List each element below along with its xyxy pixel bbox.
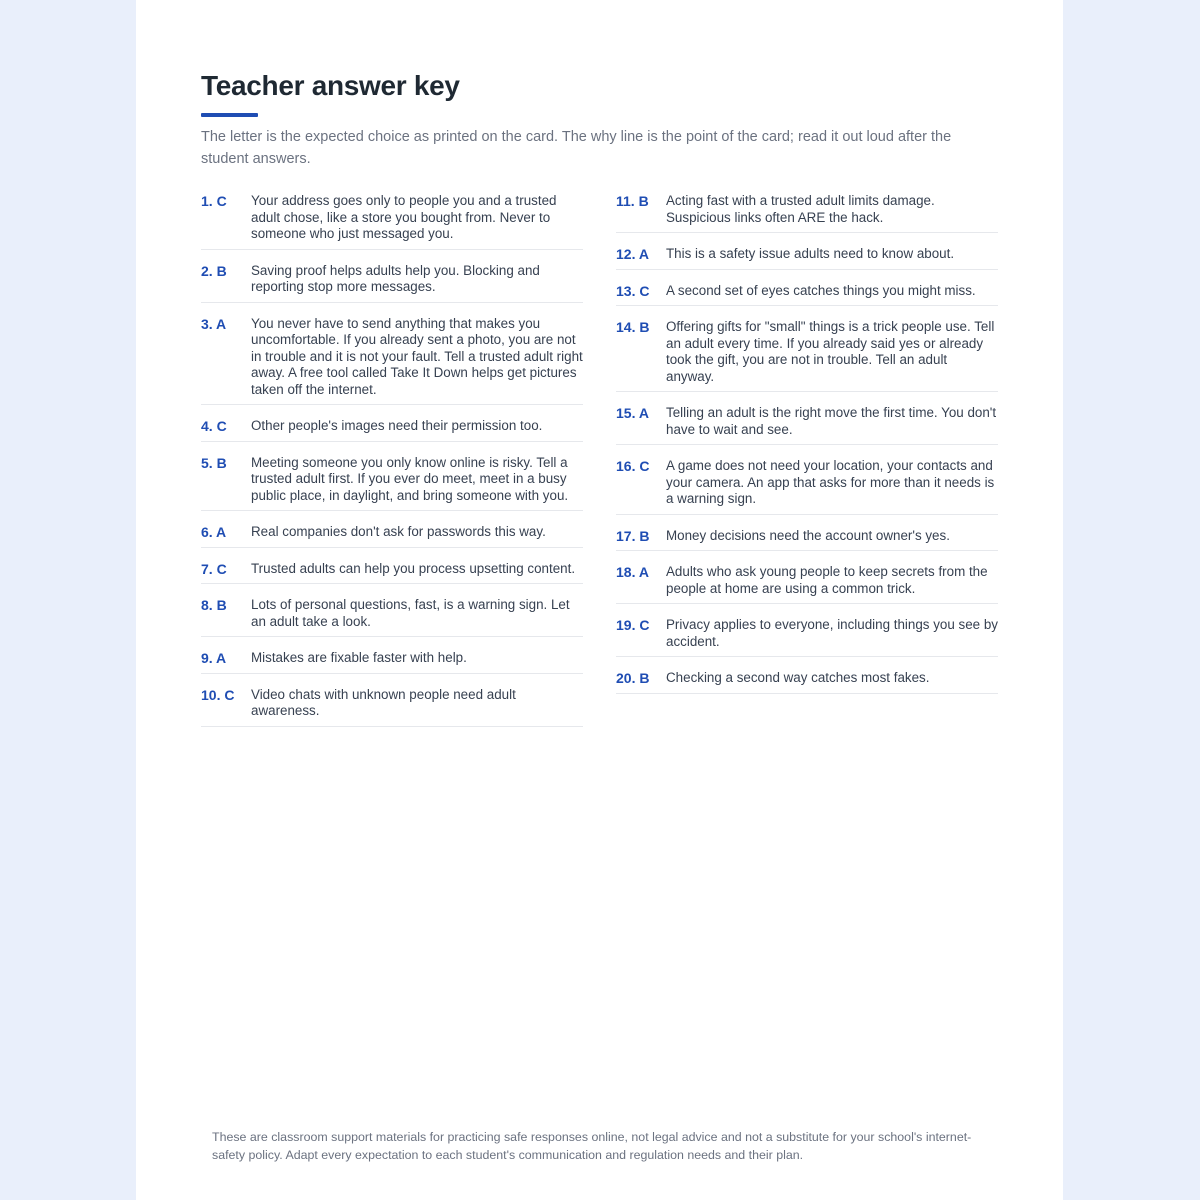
answer-number: 2. B <box>201 262 227 279</box>
answer-why: This is a safety issue adults need to know about. <box>666 246 955 261</box>
intro-text: The letter is the expected choice as printed on the card. The why line is the point of the card; read it out loud after the student answers. <box>201 129 952 167</box>
answer-why: Mistakes are fixable faster with help. <box>251 650 467 665</box>
answers-column-left <box>201 189 583 736</box>
answer-number: 11. B <box>616 193 649 209</box>
answer-why: Checking a second way catches most fakes. <box>666 670 930 685</box>
answer-why: Meeting someone you only know online is risky. Tell a trusted adult first. If you ever do meet, meet in a busy public place, in daylight, and bring someone with you. <box>251 454 569 503</box>
answer-number: 5. B <box>201 454 227 471</box>
answer-item <box>201 593 583 637</box>
answer-item <box>616 560 998 604</box>
answer-item <box>201 312 583 406</box>
answer-why: Money decisions need the account owner's yes. <box>666 527 950 543</box>
answer-item <box>201 646 583 674</box>
answer-item <box>616 613 998 657</box>
answer-item <box>201 189 583 250</box>
answer-item <box>201 520 583 548</box>
answer-key-page <box>136 0 1063 1200</box>
answer-number: 19. C <box>616 617 650 633</box>
answer-why: Real companies don't ask for passwords this way. <box>251 524 546 539</box>
answer-why: A second set of eyes catches things you might miss. <box>666 282 976 298</box>
answer-number: 13. C <box>616 282 650 299</box>
answer-item <box>616 189 998 233</box>
answers-column-right <box>616 189 998 703</box>
answer-why: Lots of personal questions, fast, is a warning sign. Let an adult take a look. <box>251 597 570 629</box>
answer-why: Offering gifts for "small" things is a trick people use. Tell an adult every time. If you already said yes or already took the gift, you are not in trouble. Tell an adult anyway. <box>666 319 995 384</box>
answer-item <box>201 683 583 727</box>
answer-item <box>616 524 998 552</box>
answer-number: 9. A <box>201 650 227 666</box>
answer-why: A game does not need your location, your contacts and your camera. An app that asks for more than it needs is a warning sign. <box>666 458 995 506</box>
answer-number: 7. C <box>201 560 227 577</box>
answer-why: Acting fast with a trusted adult limits damage. Suspicious links often ARE the hack. <box>666 193 935 225</box>
answer-item <box>616 279 998 307</box>
answer-number: 15. A <box>616 405 649 421</box>
answer-item <box>616 242 998 270</box>
answer-number: 20. B <box>616 670 650 686</box>
answer-why: Saving proof helps adults help you. Blocking and reporting stop more messages. <box>251 262 540 294</box>
answer-why: Video chats with unknown people need adult awareness. <box>251 686 516 718</box>
title-accent-rule <box>201 113 258 117</box>
answer-item <box>201 414 583 442</box>
answer-number: 14. B <box>616 319 650 335</box>
answer-item <box>616 315 998 392</box>
footer-disclaimer: These are classroom support materials for practicing safe responses online, not legal advice and not a substitute for your school's internet-safety policy. Adapt every expectation to each student's communication and regulation needs and their plan. <box>212 1130 972 1162</box>
answer-number: 16. C <box>616 458 650 474</box>
answer-why: Other people's images need their permission too. <box>251 418 543 433</box>
answer-item <box>201 259 583 303</box>
answer-item <box>616 401 998 445</box>
answer-number: 8. B <box>201 597 227 613</box>
answer-why: Adults who ask young people to keep secrets from the people at home are using a common trick. <box>666 564 988 596</box>
answer-number: 3. A <box>201 315 227 332</box>
answer-number: 10. C <box>201 686 235 703</box>
answer-number: 1. C <box>201 193 227 209</box>
answer-number: 6. A <box>201 524 227 540</box>
answer-number: 18. A <box>616 564 649 580</box>
answer-item <box>201 557 583 585</box>
answer-why: Telling an adult is the right move the first time. You don't have to wait and see. <box>666 405 997 437</box>
answer-item <box>616 666 998 694</box>
answer-why: Your address goes only to people you and a trusted adult chose, like a store you bought from. Never to someone who just messaged you. <box>251 193 557 241</box>
answer-item <box>201 451 583 512</box>
answer-number: 17. B <box>616 527 650 544</box>
answer-number: 4. C <box>201 418 227 434</box>
answer-item <box>616 454 998 515</box>
answer-number: 12. A <box>616 246 649 262</box>
page-title: Teacher answer key <box>201 70 460 101</box>
answer-why: You never have to send anything that makes you uncomfortable. If you already sent a photo, you are not in trouble and it is not your fault. Tell a trusted adult right away. A free tool called Take It Down helps get pictures taken off the internet. <box>251 315 583 397</box>
answer-why: Privacy applies to everyone, including things you see by accident. <box>666 617 998 649</box>
answer-why: Trusted adults can help you process upsetting content. <box>251 560 576 576</box>
